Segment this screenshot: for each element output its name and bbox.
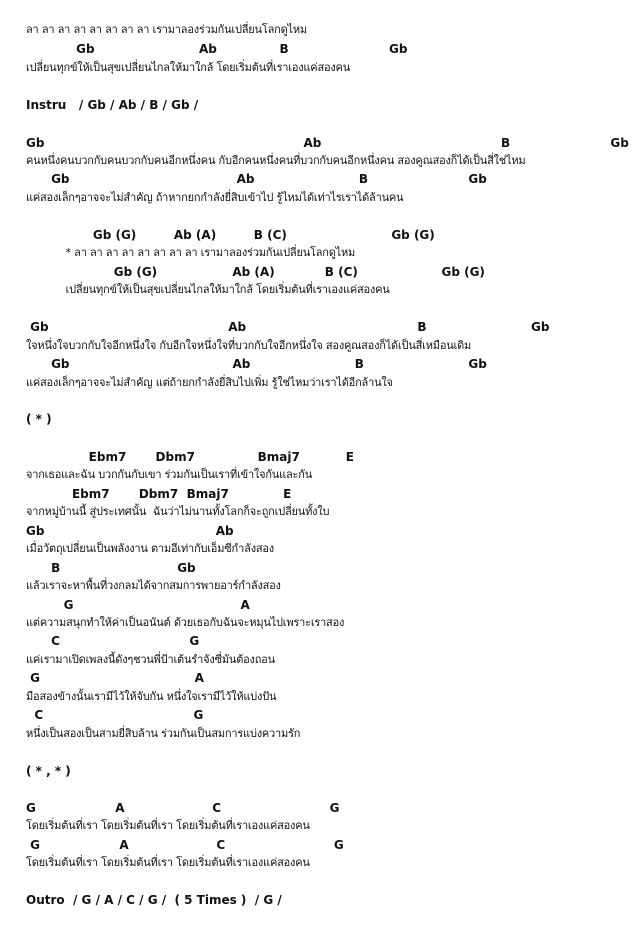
- lyric-line: * ลา ลา ลา ลา ลา ลา ลา ลา เรามาลองร่วมกันเปลี่ยนโลกดูไหม: [26, 246, 356, 259]
- section-repeat: ( * ): [26, 412, 52, 426]
- chord-line: G A: [26, 598, 250, 612]
- chord-line: G A C G: [26, 838, 344, 852]
- chord-line: G A: [26, 671, 204, 685]
- section-instru: Instru / Gb / Ab / B / Gb /: [26, 98, 199, 112]
- chord-line: Gb Ab B Gb: [26, 357, 487, 371]
- lyric-line: หนึ่งเป็นสองเป็นสามยี่สิบล้าน ร่วมกันเป็นสมการแบ่งความรัก: [26, 727, 301, 740]
- chord-line: Gb Ab B Gb: [26, 42, 408, 56]
- lyric-line: เปลี่ยนทุกข์ให้เป็นสุขเปลี่ยนไกลให้มาใกล้ โดยเริ่มต้นที่เราเองแค่สองคน: [26, 61, 351, 74]
- section-repeat: ( * , * ): [26, 764, 71, 778]
- lyric-line: ลา ลา ลา ลา ลา ลา ลา ลา เรามาลองร่วมกันเปลี่ยนโลกดูไหม: [26, 23, 307, 36]
- chord-line: Gb Ab: [26, 524, 234, 538]
- lyric-line: เมื่อวัตถุเปลี่ยนเป็นพลังงาน ตามอีเท่ากับเอ็มซีกำลังสอง: [26, 542, 274, 555]
- chord-line: Ebm7 Dbm7 Bmaj7 E: [26, 487, 292, 501]
- lyric-line: โดยเริ่มต้นที่เรา โดยเริ่มต้นที่เรา โดยเริ่มต้นที่เราเองแค่สองคน: [26, 856, 310, 869]
- lyric-line: โดยเริ่มต้นที่เรา โดยเริ่มต้นที่เรา โดยเริ่มต้นที่เราเองแค่สองคน: [26, 819, 310, 832]
- chord-line: B Gb: [26, 561, 196, 575]
- lyric-line: คนหนึ่งคนบวกกับคนบวกกับคนอีกหนึ่งคน กับอีกคนหนึ่งคนที่บวกกับคนอีกหนึ่งคน สองคูณสองก็ได้เป็นสี่ใช่ไหม: [26, 154, 526, 167]
- lyric-line: เปลี่ยนทุกข์ให้เป็นสุขเปลี่ยนไกลให้มาใกล้ โดยเริ่มต้นที่เราเองแค่สองคน: [26, 283, 390, 296]
- lyric-line: แค่เรามาเปิดเพลงนี้ดังๆชวนพี่ป้าเต้นรำจังซี่มันต้องถอน: [26, 653, 275, 666]
- chord-line: C G: [26, 708, 204, 722]
- section-outro: Outro / G / A / C / G / ( 5 Times ) / G /: [26, 893, 282, 907]
- chord-line: Gb Ab B Gb: [26, 172, 487, 186]
- chord-line: Gb Ab B Gb: [26, 320, 550, 334]
- chord-line: Gb (G) Ab (A) B (C) Gb (G): [26, 265, 485, 279]
- lyric-line: มือสองข้างนั้นเรามีไว้ให้จับกัน หนึ่งใจเรามีไว้ให้แบ่งปัน: [26, 690, 277, 703]
- lyric-line: แค่สองเล็กๆอาจจะไม่สำคัญ ถ้าหากยกกำลังยี่สิบเข้าไป รู้ไหมได้เท่าไรเราได้ล้านคน: [26, 191, 404, 204]
- lyric-line: จากหมู่บ้านนี้ สู่ประเทศนั้น ฉันว่าไม่นานทั้งโลกก็จะถูกเปลี่ยนทั้งใบ: [26, 505, 330, 518]
- lyric-line: ใจหนึ่งใจบวกกับใจอีกหนึ่งใจ กับอีกใจหนึ่งใจที่บวกกับใจอีกหนึ่งใจ สองคูณสองก็ได้เป็นสี่เหมือนเดิม: [26, 339, 472, 352]
- chord-line: C G: [26, 634, 200, 648]
- lyric-line: จากเธอและฉัน บวกกันกับเขา ร่วมกันเป็นเราที่เข้าใจกันและกัน: [26, 468, 313, 481]
- lyric-line: แค่สองเล็กๆอาจจะไม่สำคัญ แต่ถ้ายกกำลังยี่สิบไปเพิ่ม รู้ใช่ไหมว่าเราได้อีกล้านใจ: [26, 376, 393, 389]
- chord-line: Ebm7 Dbm7 Bmaj7 E: [26, 450, 354, 464]
- chord-line: Gb (G) Ab (A) B (C) Gb (G): [26, 228, 435, 242]
- lyric-line: แล้วเราจะหาพื้นที่วงกลมได้จากสมการพายอาร์กำลังสอง: [26, 579, 281, 592]
- chord-line: Gb Ab B Gb: [26, 136, 629, 150]
- lyric-line: แต่ความสนุกทำให้ค่าเป็นอนันต์ ด้วยเธอกับฉันจะหมุนไปเพราะเราสอง: [26, 616, 345, 629]
- chord-line: G A C G: [26, 801, 340, 815]
